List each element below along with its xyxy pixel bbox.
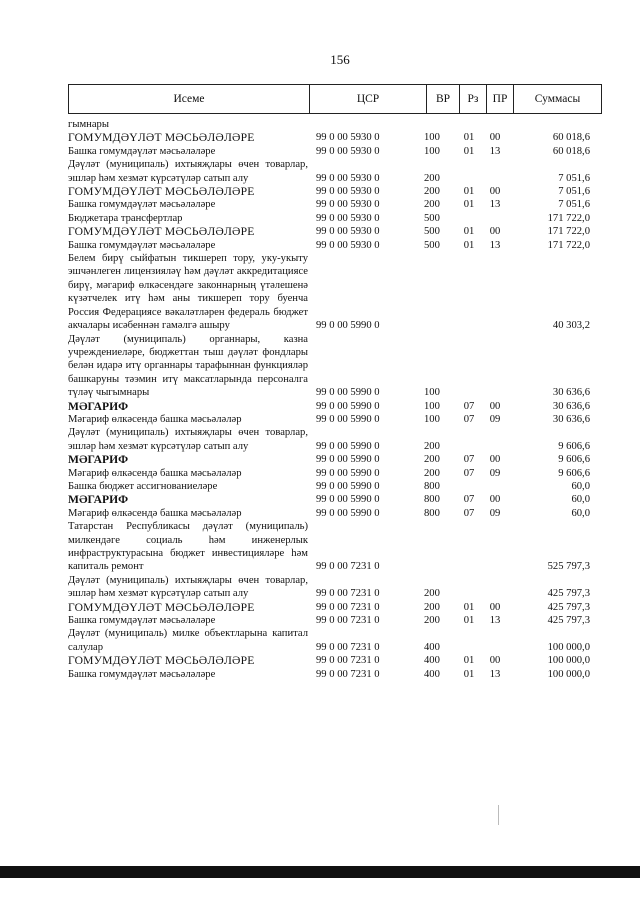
row-sum: 100 000,0 xyxy=(547,668,590,680)
row-pr: 00 xyxy=(489,601,501,613)
row-name: гымнары xyxy=(68,119,109,130)
table-row xyxy=(68,252,602,332)
table-row xyxy=(68,601,602,614)
row-vr: 200 xyxy=(424,186,440,198)
row-csr: 99 0 00 5990 0 xyxy=(316,467,380,479)
row-pr: 13 xyxy=(489,145,501,157)
row-csr: 99 0 00 7231 0 xyxy=(316,668,380,680)
row-pr: 00 xyxy=(489,454,501,466)
row-rz: 01 xyxy=(463,668,475,680)
row-name: Дәүләт (муниципаль) ихтыяҗлары өчен товарлар, эшләр һәм хезмәт күрсәтүләр сатып алу xyxy=(68,427,308,452)
row-csr: 99 0 00 5990 0 xyxy=(316,454,380,466)
row-rz: 07 xyxy=(463,467,475,479)
table-row xyxy=(68,467,602,480)
row-sum: 60,0 xyxy=(571,507,590,519)
row-csr: 99 0 00 7231 0 xyxy=(316,655,380,667)
row-csr: 99 0 00 5930 0 xyxy=(316,145,380,157)
row-name: Башка гомумдәүләт мәсьәләләре xyxy=(68,199,216,211)
row-vr: 400 xyxy=(424,668,440,680)
column-header-name: Исеме xyxy=(69,85,310,114)
row-csr: 99 0 00 7231 0 xyxy=(316,561,380,573)
row-rz: 01 xyxy=(463,145,475,157)
row-csr: 99 0 00 7231 0 xyxy=(316,588,380,600)
row-sum: 60 018,6 xyxy=(552,132,590,144)
table-row xyxy=(68,627,602,654)
row-name: МӘГАРИФ xyxy=(68,493,129,507)
row-vr: 800 xyxy=(424,480,440,492)
row-sum: 9 606,6 xyxy=(558,467,590,479)
row-sum: 9 606,6 xyxy=(558,440,590,452)
row-pr: 09 xyxy=(489,507,501,519)
table-row xyxy=(68,520,602,574)
table-row xyxy=(68,668,602,681)
table-row xyxy=(68,118,602,131)
row-name: Дәүләт (муниципаль) ихтыяҗлары өчен товарлар, эшләр һәм хезмәт күрсәтүләр сатып алу xyxy=(68,159,308,184)
table-row xyxy=(68,654,602,667)
row-pr: 00 xyxy=(489,186,501,198)
row-vr: 500 xyxy=(424,212,440,224)
row-sum: 60,0 xyxy=(571,494,590,506)
row-sum: 425 797,3 xyxy=(547,615,590,627)
row-name: Башка гомумдәүләт мәсьәләләре xyxy=(68,668,216,680)
row-rz: 01 xyxy=(463,601,475,613)
column-header-vr: ВР xyxy=(427,85,460,114)
row-sum: 40 303,2 xyxy=(552,320,590,332)
row-sum: 60 018,6 xyxy=(552,145,590,157)
row-vr: 500 xyxy=(424,239,440,251)
row-name: Белем бирү сыйфатын тикшереп тору, уку-укыту эшчәнлеген лицензияләү һәм дәүләт аккредитациясе бирү, мәгариф өлкәсендәге законнарның үтәлешенә күзәтчелек итү һәм аны тикшереп тору буенча Россия Федерациясе вәкаләтләрен федераль бюджет акчалары исәбеннән гамәлгә ашыру xyxy=(68,253,308,332)
row-name: Дәүләт (муниципаль) ихтыяҗлары өчен товарлар, эшләр һәм хезмәт күрсәтүләр сатып алу xyxy=(68,574,308,600)
column-header-rz: Рз xyxy=(460,85,487,114)
row-name: Башка гомумдәүләт мәсьәләләре xyxy=(68,239,216,251)
row-csr: 99 0 00 5990 0 xyxy=(316,440,380,452)
row-name: Бюджетара трансфертлар xyxy=(68,212,183,224)
row-csr: 99 0 00 5990 0 xyxy=(316,320,380,332)
row-pr: 00 xyxy=(489,655,501,667)
row-csr: 99 0 00 5930 0 xyxy=(316,132,380,144)
row-sum: 171 722,0 xyxy=(547,239,590,251)
row-pr: 13 xyxy=(489,615,501,627)
row-csr: 99 0 00 5930 0 xyxy=(316,226,380,238)
table-row xyxy=(68,212,602,225)
row-sum: 7 051,6 xyxy=(558,172,590,184)
row-pr: 00 xyxy=(489,494,501,506)
row-pr: 09 xyxy=(489,413,501,425)
row-vr: 400 xyxy=(424,655,440,667)
table-row xyxy=(68,614,602,627)
row-sum: 425 797,3 xyxy=(547,588,590,600)
row-sum: 60,0 xyxy=(571,480,590,492)
row-pr: 13 xyxy=(489,199,501,211)
row-sum: 525 797,3 xyxy=(547,561,590,573)
row-sum: 30 636,6 xyxy=(552,413,590,425)
row-name: Мәгариф өлкәсендә башка мәсьәләләр xyxy=(68,413,242,425)
row-csr: 99 0 00 7231 0 xyxy=(316,601,380,613)
table-row xyxy=(68,158,602,185)
table-row xyxy=(68,198,602,211)
row-pr: 13 xyxy=(489,668,501,680)
row-vr: 500 xyxy=(424,226,440,238)
row-rz: 01 xyxy=(463,199,475,211)
table-row xyxy=(68,333,602,400)
table-row xyxy=(68,413,602,426)
row-vr: 200 xyxy=(424,454,440,466)
row-csr: 99 0 00 5990 0 xyxy=(316,413,380,425)
row-sum: 171 722,0 xyxy=(547,212,590,224)
row-pr: 09 xyxy=(489,467,501,479)
row-vr: 100 xyxy=(424,132,440,144)
row-csr: 99 0 00 5990 0 xyxy=(316,494,380,506)
row-vr: 400 xyxy=(424,641,440,653)
column-header-pr: ПР xyxy=(487,85,514,114)
row-sum: 30 636,6 xyxy=(552,387,590,399)
row-sum: 171 722,0 xyxy=(547,226,590,238)
row-csr: 99 0 00 5990 0 xyxy=(316,507,380,519)
row-vr: 200 xyxy=(424,440,440,452)
row-vr: 800 xyxy=(424,507,440,519)
row-csr: 99 0 00 5930 0 xyxy=(316,186,380,198)
row-vr: 100 xyxy=(424,413,440,425)
row-rz: 07 xyxy=(463,494,475,506)
row-vr: 200 xyxy=(424,601,440,613)
row-name: ГОМУМДӘҮЛӘТ МӘСЬӘЛӘЛӘРЕ xyxy=(68,225,255,239)
row-name: Башка бюджет ассигнованиеләре xyxy=(68,480,218,492)
row-name: МӘГАРИФ xyxy=(68,453,129,467)
row-sum: 100 000,0 xyxy=(547,655,590,667)
page-number: 156 xyxy=(330,52,350,67)
table-row xyxy=(68,239,602,252)
table-body xyxy=(68,118,602,681)
row-name: ГОМУМДӘҮЛӘТ МӘСЬӘЛӘЛӘРЕ xyxy=(68,654,255,668)
row-vr: 200 xyxy=(424,588,440,600)
row-sum: 425 797,3 xyxy=(547,601,590,613)
row-csr: 99 0 00 7231 0 xyxy=(316,641,380,653)
row-vr: 800 xyxy=(424,494,440,506)
row-name: МӘГАРИФ xyxy=(68,399,129,413)
row-name: ГОМУМДӘҮЛӘТ МӘСЬӘЛӘЛӘРЕ xyxy=(68,600,255,614)
table-row xyxy=(68,185,602,198)
row-name: Дәүләт (муниципаль) милке объектларына капитал салулар xyxy=(68,628,308,653)
row-rz: 07 xyxy=(463,454,475,466)
row-pr: 00 xyxy=(489,226,501,238)
row-sum: 30 636,6 xyxy=(552,400,590,412)
scan-mark xyxy=(498,805,499,825)
row-rz: 01 xyxy=(463,655,475,667)
row-vr: 100 xyxy=(424,145,440,157)
scan-border xyxy=(0,866,640,878)
table-row xyxy=(68,426,602,453)
row-csr: 99 0 00 7231 0 xyxy=(316,615,380,627)
row-pr: 13 xyxy=(489,239,501,251)
table-row xyxy=(68,400,602,413)
row-name: Мәгариф өлкәсендә башка мәсьәләләр xyxy=(68,507,242,519)
row-name: Башка гомумдәүләт мәсьәләләре xyxy=(68,145,216,157)
row-csr: 99 0 00 5930 0 xyxy=(316,199,380,211)
row-vr: 100 xyxy=(424,387,440,399)
row-sum: 9 606,6 xyxy=(558,454,590,466)
table-header xyxy=(68,84,602,114)
table-row xyxy=(68,507,602,520)
row-sum: 100 000,0 xyxy=(547,641,590,653)
row-csr: 99 0 00 5930 0 xyxy=(316,172,380,184)
table-row xyxy=(68,145,602,158)
row-csr: 99 0 00 5930 0 xyxy=(316,212,380,224)
column-header-csr: ЦСР xyxy=(310,85,427,114)
row-name: Татарстан Республикасы дәүләт (муниципаль) милкендәге социаль һәм инженерлык инфраструктурасына бюджет инвестицияләре һәм капиталь ремонт xyxy=(68,521,308,573)
row-vr: 200 xyxy=(424,199,440,211)
row-vr: 200 xyxy=(424,615,440,627)
table-row xyxy=(68,480,602,493)
table-row xyxy=(68,574,602,601)
row-csr: 99 0 00 5930 0 xyxy=(316,239,380,251)
row-csr: 99 0 00 5990 0 xyxy=(316,387,380,399)
table-row xyxy=(68,225,602,238)
row-pr: 00 xyxy=(489,132,501,144)
table-row xyxy=(68,453,602,466)
row-rz: 07 xyxy=(463,507,475,519)
row-rz: 01 xyxy=(463,186,475,198)
row-rz: 07 xyxy=(463,400,475,412)
row-csr: 99 0 00 5990 0 xyxy=(316,400,380,412)
row-name: Мәгариф өлкәсендә башка мәсьәләләр xyxy=(68,467,242,479)
table-row xyxy=(68,131,602,144)
row-rz: 01 xyxy=(463,239,475,251)
row-name: Башка гомумдәүләт мәсьәләләре xyxy=(68,615,216,627)
table-row xyxy=(68,493,602,506)
row-rz: 07 xyxy=(463,413,475,425)
row-name: Дәүләт (муниципаль) органнары, казна учреждениеләре, бюджеттан тыш дәүләт фондлары белән идарә итү органнары тарафыннан функцияләр башкаруны тәэмин итү максатларында персоналга түләү чыгымнары xyxy=(68,333,308,399)
row-vr: 200 xyxy=(424,172,440,184)
row-vr: 200 xyxy=(424,467,440,479)
row-pr: 00 xyxy=(489,400,501,412)
row-name: ГОМУМДӘҮЛӘТ МӘСЬӘЛӘЛӘРЕ xyxy=(68,185,255,199)
row-rz: 01 xyxy=(463,226,475,238)
row-rz: 01 xyxy=(463,132,475,144)
column-header-sum: Суммасы xyxy=(514,85,602,114)
row-csr: 99 0 00 5990 0 xyxy=(316,480,380,492)
row-vr: 100 xyxy=(424,400,440,412)
row-sum: 7 051,6 xyxy=(558,199,590,211)
row-rz: 01 xyxy=(463,615,475,627)
row-name: ГОМУМДӘҮЛӘТ МӘСЬӘЛӘЛӘРЕ xyxy=(68,131,255,145)
row-sum: 7 051,6 xyxy=(558,186,590,198)
